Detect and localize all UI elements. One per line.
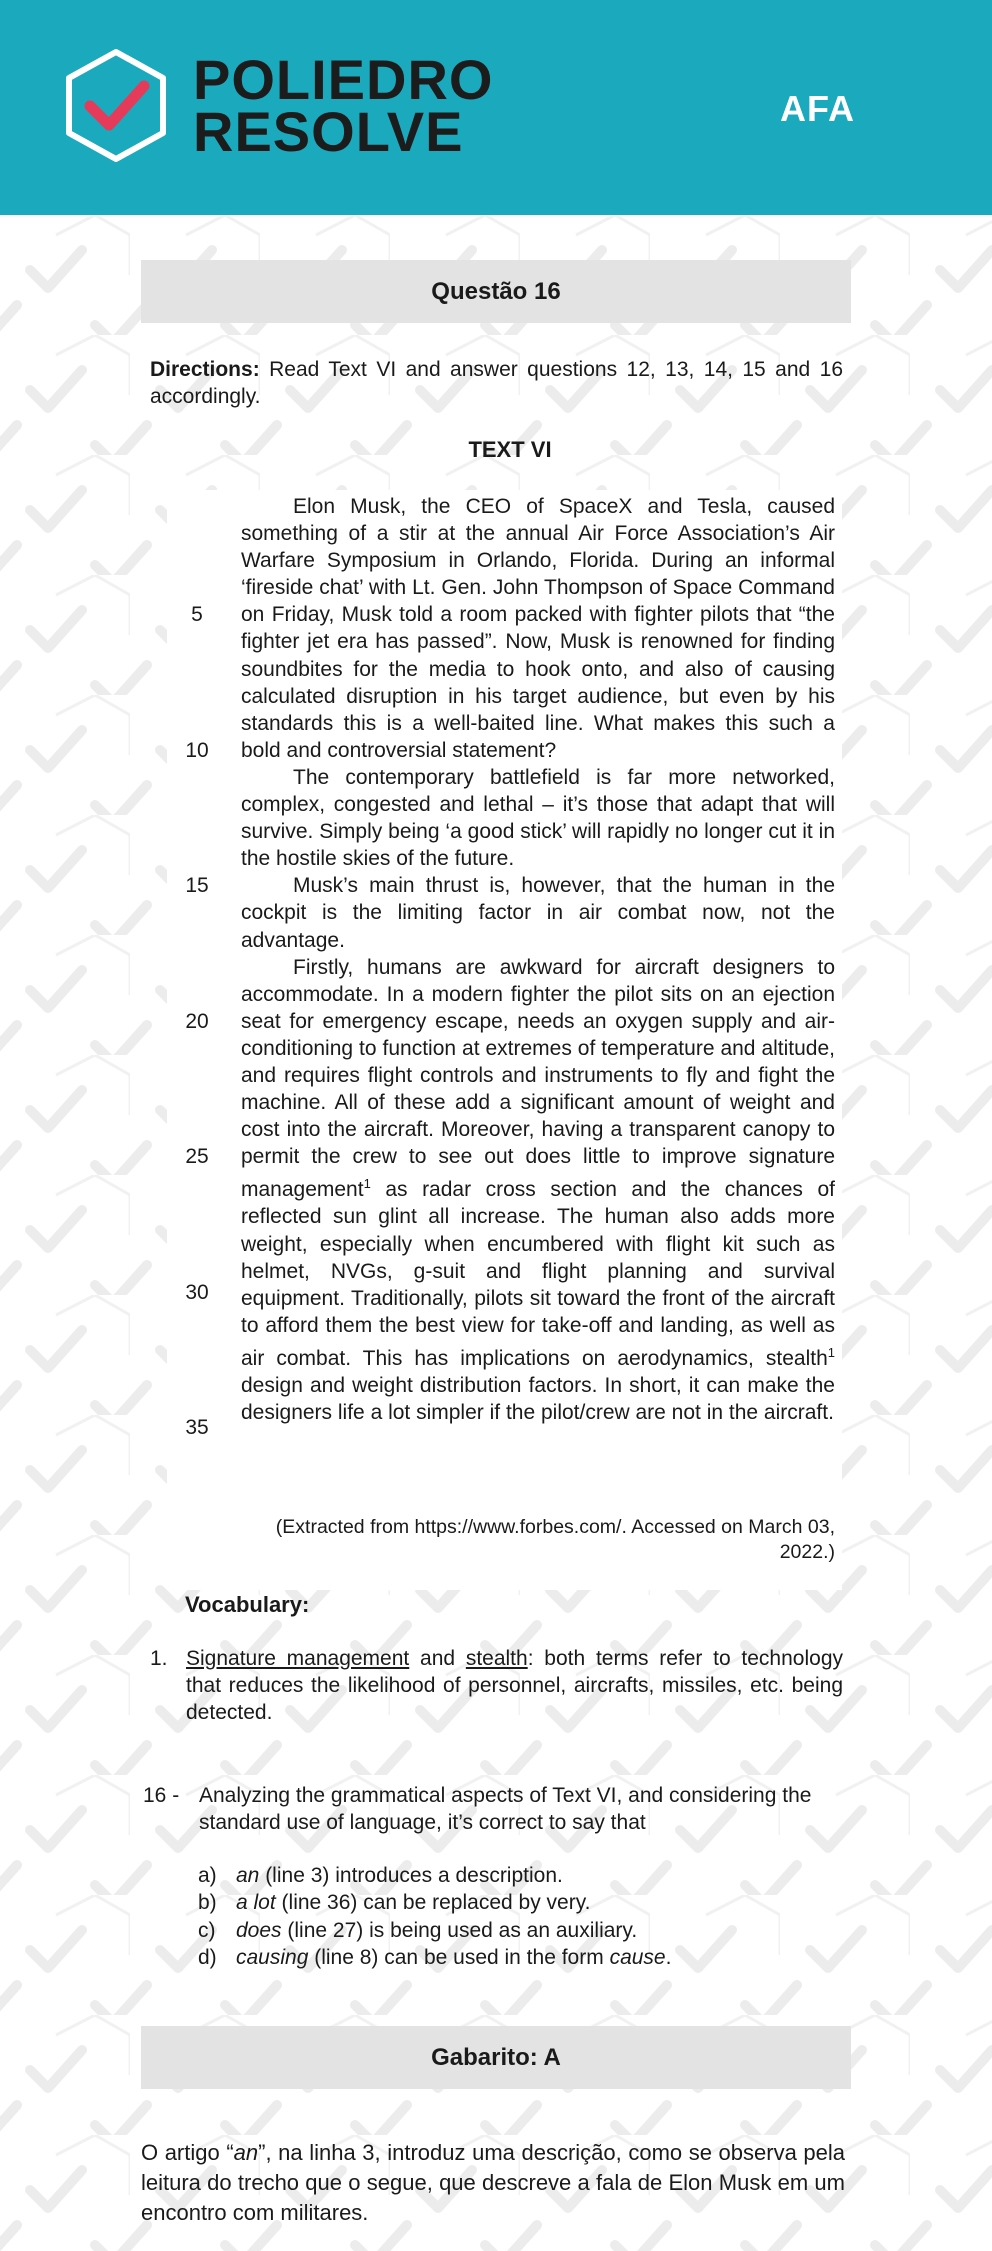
option-keyword: does: [236, 1918, 282, 1942]
explanation-part-2: ”, na linha 3, introduz uma descrição, como se observa pela leitura do trecho que o segue, que descreve a fala de Elon Musk em um encontro com militares.: [141, 2140, 845, 2225]
line-number: [167, 1116, 227, 1143]
option-text: [236, 1944, 671, 1971]
paragraph-4-part-a: Firstly, humans are awkward for aircraft designers to accommodate. In a modern fighter the pilot sits on an ejection seat for emergency escape, needs an oxygen supply and air-conditioning to function at extremes of temperature and altitude, and requires flight controls and instruments to fly and fight the machine. All of these add a significant amount of weight and cost into the aircraft. Moreover, having a transparent canopy to permit the crew to see out does little to improve signature management: [241, 955, 835, 1202]
line-number: [167, 1035, 227, 1062]
option-rest: (line 27) is being used as an auxiliary.: [281, 1918, 638, 1942]
line-number: [167, 493, 227, 520]
option-keyword: causing: [236, 1945, 309, 1969]
question-prompt: Analyzing the grammatical aspects of Text VI, and considering the standard use of language, it’s correct to say that: [199, 1784, 812, 1834]
vocabulary-number: 1.: [150, 1647, 168, 1670]
line-number: [167, 1062, 227, 1089]
vocabulary-text: [186, 1645, 843, 1726]
line-number: 15: [185, 874, 209, 898]
line-number: 20: [185, 1009, 209, 1033]
line-number: [167, 954, 227, 981]
line-number: 10: [185, 738, 209, 762]
line-number: [167, 1468, 227, 1495]
line-number: [167, 656, 227, 683]
exam-label: AFA: [780, 88, 855, 129]
brand-line-1: POLIEDRO: [193, 48, 494, 111]
line-number: 35: [185, 1416, 209, 1440]
footnote-mark: 1: [363, 1176, 371, 1192]
line-number: [167, 1360, 227, 1387]
option-rest: (line 36) can be replaced by very.: [275, 1891, 591, 1915]
option-c: [198, 1917, 843, 1944]
answer-options: [198, 1862, 843, 1971]
line-number: [167, 818, 227, 845]
question-number: 16 -: [143, 1784, 180, 1807]
line-number: [167, 1306, 227, 1333]
paragraph-1: Elon Musk, the CEO of SpaceX and Tesla, caused something of a stir at the annual Air Force Association’s Air Warfare Symposium in Orlando, Florida. During an informal ‘fireside chat’ with Lt. Gen. John Thompson of Space Command on Friday, Musk told a room packed with fighter pilots that “the fighter jet era has passed”. Now, Musk is renowned for finding soundbites for the media to hook onto, and also of causing calculated disruption in his target audience, but even by his standards this is a well-baited line. What makes this such a bold and controversial statement?: [241, 495, 835, 762]
vocabulary-term-2: stealth: [465, 1647, 528, 1670]
option-text: [236, 1917, 637, 1944]
line-number: [167, 683, 227, 710]
directions-text: Read Text VI and answer questions 12, 13, 14, 15 and 16 accordingly.: [150, 358, 843, 408]
line-number: [167, 710, 227, 737]
vocabulary-term-1: Signature management: [186, 1647, 410, 1670]
line-number: [167, 1197, 227, 1224]
line-number: [167, 574, 227, 601]
line-number: 30: [185, 1280, 209, 1304]
line-number: 25: [185, 1145, 209, 1169]
paragraph-3: Musk’s main thrust is, however, that the human in the cockpit is the limiting factor in air combat now, not the advantage.: [241, 874, 835, 952]
line-number: [167, 791, 227, 818]
footnote-mark: 1: [827, 1344, 835, 1360]
paragraph-4-part-b: as radar cross section and the chances of reflected sun glint all increase. The human also adds more weight, especially when encumbered with flight kit such as helmet, NVGs, g-suit and flight planning and survival equipment. Traditionally, pilots sit toward the front of the aircraft to afford them the best view for take-off and landing, as well as air combat. This has implications on aerodynamics, stealth: [241, 1178, 835, 1370]
option-letter: c): [198, 1918, 216, 1942]
line-number: [167, 845, 227, 872]
header-banner: [0, 0, 992, 215]
brand-line-2: RESOLVE: [193, 100, 464, 163]
paragraph-2: The contemporary battlefield is far more networked, complex, congested and lethal – it’s those that adapt that will survive. Simply being ‘a good stick’ will rapidly no longer cut it in the hostile skies of the future.: [241, 765, 835, 871]
directions: [150, 356, 843, 410]
text-title: TEXT VI: [468, 437, 552, 462]
directions-label: Directions:: [150, 358, 260, 381]
option-keyword-2: cause: [609, 1945, 666, 1969]
option-b: [198, 1889, 843, 1916]
answer-explanation: [141, 2138, 845, 2228]
option-keyword: a lot: [236, 1891, 276, 1915]
answer-key-bar: Gabarito: A: [141, 2026, 851, 2089]
line-number: [167, 764, 227, 791]
line-number: [167, 547, 227, 574]
passage: [241, 493, 835, 1426]
vocabulary-definition: : both terms refer to technology that reduces the likelihood of personnel, aircrafts, missiles, etc. being detected.: [186, 1647, 843, 1724]
line-number: [167, 1441, 227, 1468]
line-number: [167, 628, 227, 655]
question-title-bar: Questão 16: [141, 260, 851, 323]
source-citation: (Extracted from https://www.forbes.com/. Accessed on March 03, 2022.): [275, 1516, 835, 1563]
option-d: [198, 1944, 843, 1971]
line-number: [167, 1333, 227, 1360]
line-number: [167, 899, 227, 926]
line-number: [167, 927, 227, 954]
option-keyword: an: [236, 1864, 260, 1887]
line-number: [167, 1252, 227, 1279]
vocabulary-conjunction: and: [409, 1647, 466, 1670]
brand-name: [193, 48, 494, 163]
option-rest: (line 8) can be used in the form: [308, 1945, 610, 1969]
option-text: [236, 1889, 590, 1916]
vocabulary-title: Vocabulary:: [185, 1592, 310, 1617]
explanation-word: an: [233, 2140, 259, 2165]
line-number: [167, 520, 227, 547]
paragraph-4: [241, 954, 835, 1427]
option-letter: d): [198, 1945, 217, 1969]
line-number: [167, 1387, 227, 1414]
option-end: .: [665, 1945, 672, 1969]
line-number: 5: [191, 603, 203, 627]
option-a: [198, 1862, 843, 1889]
line-number: [167, 1225, 227, 1252]
option-rest: (line 3) introduces a description.: [259, 1864, 563, 1887]
check-hexagon-logo-icon: [62, 48, 170, 163]
option-text: [236, 1862, 563, 1889]
option-letter: a): [198, 1864, 217, 1887]
line-number: [167, 1089, 227, 1116]
line-numbers: [167, 493, 227, 1495]
line-number: [167, 1170, 227, 1197]
explanation-part-1: O artigo “: [141, 2140, 234, 2165]
line-number: [167, 981, 227, 1008]
paragraph-4-part-c: design and weight distribution factors. In short, it can make the designers life a lot simpler if the pilot/crew are not in the aircraft.: [241, 1374, 835, 1425]
option-letter: b): [198, 1891, 217, 1915]
